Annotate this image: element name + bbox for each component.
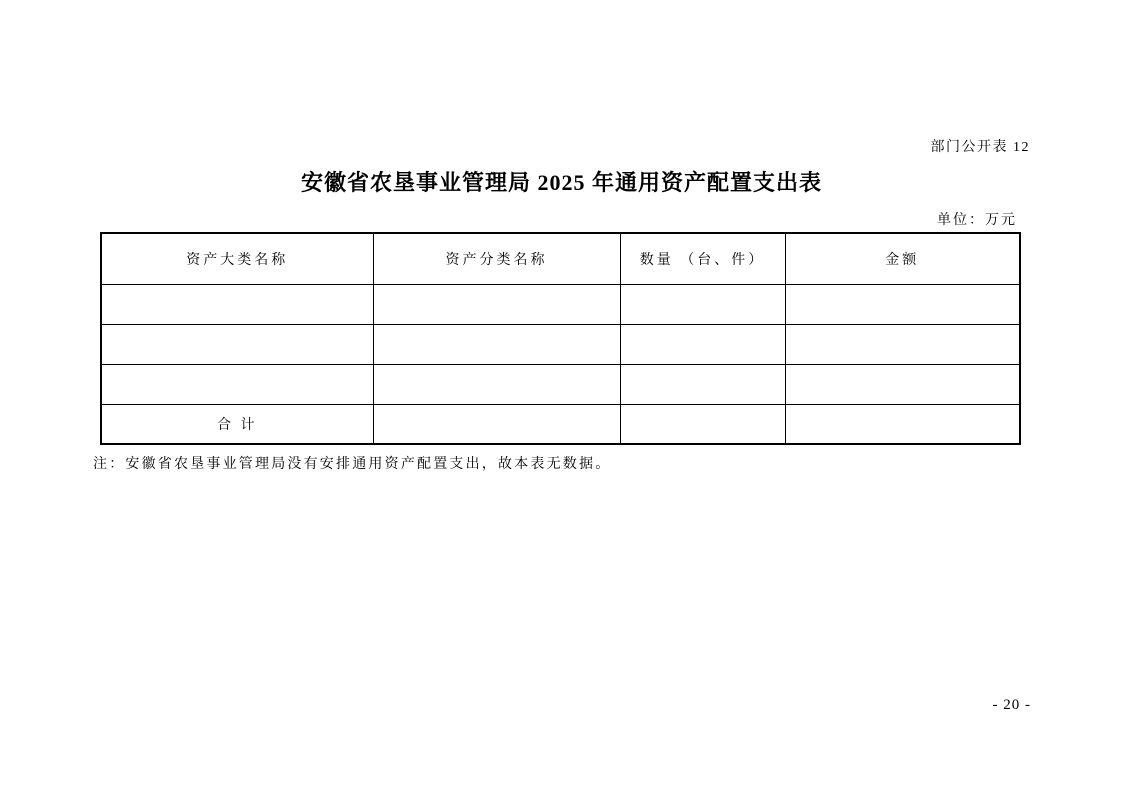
asset-allocation-table: [100, 232, 1021, 445]
table-total-row: [101, 404, 1020, 444]
column-header-amount: 金额: [785, 233, 1020, 284]
table-cell: [785, 404, 1020, 444]
page-title: 安徽省农垦事业管理局 2025 年通用资产配置支出表: [300, 170, 822, 195]
unit-label: 单位：万元: [937, 213, 1017, 228]
table-cell: [373, 364, 620, 404]
table-row: [101, 364, 1020, 404]
table-header-row: [101, 233, 1020, 284]
table-cell: [785, 324, 1020, 364]
table-cell: [620, 404, 785, 444]
footnote: 注：安徽省农垦事业管理局没有安排通用资产配置支出，故本表无数据。: [93, 457, 612, 472]
table-cell: [620, 324, 785, 364]
total-label-cell: 合 计: [101, 404, 373, 444]
table-cell: [785, 284, 1020, 324]
table-row: [101, 284, 1020, 324]
table-row: [101, 324, 1020, 364]
table-cell: [373, 284, 620, 324]
table-cell: [620, 364, 785, 404]
table-cell: [373, 404, 620, 444]
doc-label: 部门公开表 12: [930, 140, 1030, 155]
table-cell: [101, 324, 373, 364]
table-cell: [373, 324, 620, 364]
table-cell: [620, 284, 785, 324]
column-header-asset-class: 资产分类名称: [373, 233, 620, 284]
column-header-quantity: 数量 （台、件）: [620, 233, 785, 284]
table-cell: [785, 364, 1020, 404]
table-cell: [101, 284, 373, 324]
page-number: - 20 -: [992, 697, 1031, 713]
column-header-asset-category: 资产大类名称: [101, 233, 373, 284]
table-cell: [101, 364, 373, 404]
